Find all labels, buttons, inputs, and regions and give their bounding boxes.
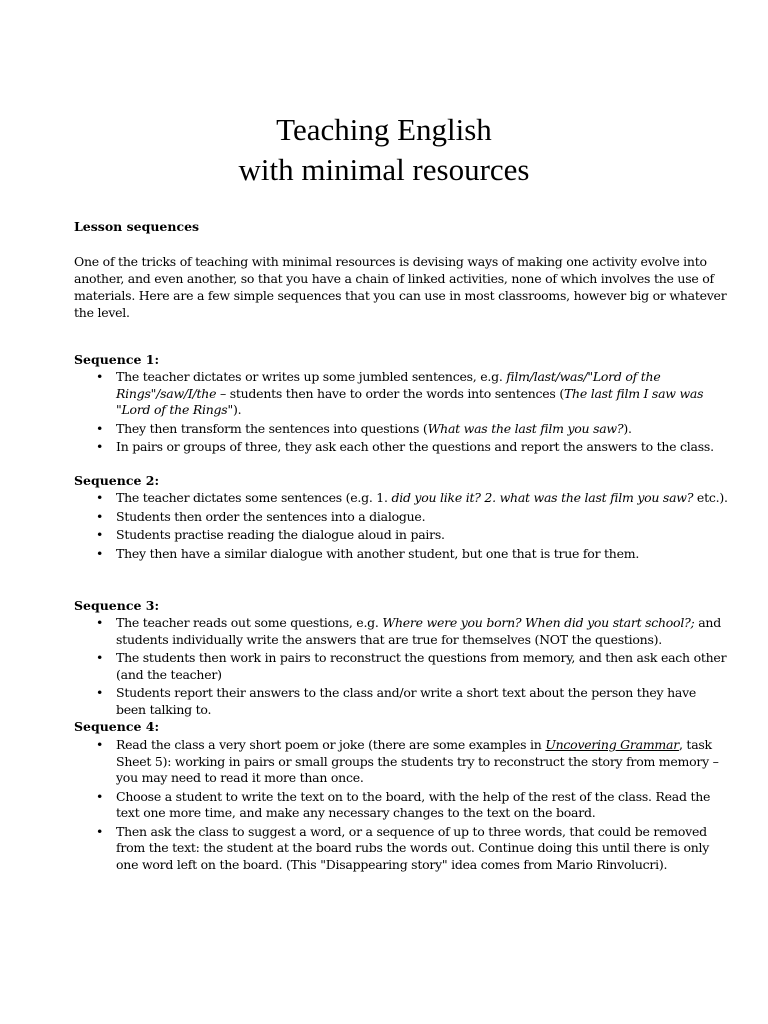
bullet-icon: • [96, 420, 104, 436]
sequence-4-list [96, 737, 728, 875]
item-example: Where were you born? When did you start school?; [382, 615, 695, 630]
sequence-3-heading: Sequence 3: [74, 598, 160, 613]
item-text: etc.). [693, 490, 728, 505]
sequence-1-list [96, 369, 728, 458]
list-item [96, 789, 728, 822]
bullet-icon: • [96, 508, 104, 524]
bullet-icon: • [96, 737, 104, 752]
sequence-2-list [96, 490, 728, 564]
item-text: Read the class a very short poem or joke (there are some examples in [116, 737, 546, 752]
item-text: Choose a student to write the text on to the board, with the help of the rest of the class. Read the text one more time, and make any necessary changes to the text on the board. [116, 788, 711, 820]
item-text: – students then have to order the words into sentences ( [216, 385, 564, 401]
bullet-icon: • [96, 369, 104, 384]
sequence-3-list [96, 615, 728, 720]
item-example: did you like it? 2. what was the last film you saw? [391, 490, 694, 505]
item-text: They then transform the sentences into questions ( [116, 420, 428, 436]
item-example: What was the last film you saw? [427, 420, 624, 436]
list-item [96, 650, 728, 683]
item-text: Students then order the sentences into a dialogue. [116, 508, 426, 524]
bullet-icon: • [96, 685, 104, 700]
list-item [96, 509, 728, 526]
item-text: and students individually write the answers that are true for themselves (NOT the questions). [116, 615, 721, 647]
item-text: Then ask the class to suggest a word, or a sequence of up to three words, that could be removed from the text: the student at the board rubs the words out. Continue doing this until there is only one word left on the board. (This "Disappearing story" idea comes from Mario Rinvolucri). [116, 823, 710, 872]
item-text: The teacher reads out some questions, e.g. [116, 615, 383, 630]
bullet-icon: • [96, 823, 104, 839]
list-item [96, 615, 728, 648]
book-title: Uncovering Grammar [545, 737, 679, 752]
title-line-2: with minimal resources [238, 152, 530, 187]
list-item [96, 685, 728, 718]
item-example: The last film I saw was "Lord of the Rings" [116, 385, 704, 417]
list-item [96, 421, 728, 438]
title-line-1: Teaching English [276, 112, 492, 147]
lesson-sequences-heading: Lesson sequences [74, 219, 200, 234]
item-text: The teacher dictates or writes up some jumbled sentences, e.g. [116, 369, 507, 384]
bullet-icon: • [96, 490, 104, 505]
bullet-icon: • [96, 545, 104, 561]
list-item [96, 737, 728, 787]
page-title [0, 110, 768, 190]
list-item [96, 490, 728, 507]
item-text: They then have a similar dialogue with another student, but one that is true for them. [116, 545, 640, 561]
list-item [96, 824, 728, 874]
bullet-icon: • [96, 788, 104, 804]
item-text: In pairs or groups of three, they ask each other the questions and report the answers to the class. [116, 439, 714, 454]
bullet-icon: • [96, 439, 104, 454]
item-text: ). [623, 420, 632, 436]
sequence-1-heading: Sequence 1: [74, 352, 160, 367]
bullet-icon: • [96, 650, 104, 665]
bullet-icon: • [96, 615, 104, 630]
sequence-2-heading: Sequence 2: [74, 473, 160, 488]
list-item [96, 369, 728, 419]
item-text: The students then work in pairs to reconstruct the questions from memory, and then ask each other (and the teacher) [116, 650, 727, 682]
item-text: The teacher dictates some sentences (e.g. 1. [116, 490, 392, 505]
item-example: film/last/was/"Lord of the Rings"/saw/I/the [116, 369, 661, 401]
list-item [96, 439, 728, 456]
item-text: , task Sheet 5): working in pairs or small groups the students try to reconstruct the story from memory – you may need to read it more than once. [116, 737, 719, 785]
item-text: Students report their answers to the class and/or write a short text about the person they have been talking to. [116, 685, 697, 717]
intro-paragraph: One of the tricks of teaching with minimal resources is devising ways of making one activity evolve into another, and even another, so that you have a chain of linked activities, none of which involves the use of materials. Here are a few simple sequences that you can use in most classrooms, however big or whatever the level. [74, 254, 727, 320]
item-text: Students practise reading the dialogue aloud in pairs. [116, 527, 445, 542]
list-item [96, 527, 728, 544]
bullet-icon: • [96, 527, 104, 542]
item-text: ). [232, 402, 242, 417]
sequence-4-heading: Sequence 4: [74, 719, 160, 734]
list-item [96, 546, 728, 563]
